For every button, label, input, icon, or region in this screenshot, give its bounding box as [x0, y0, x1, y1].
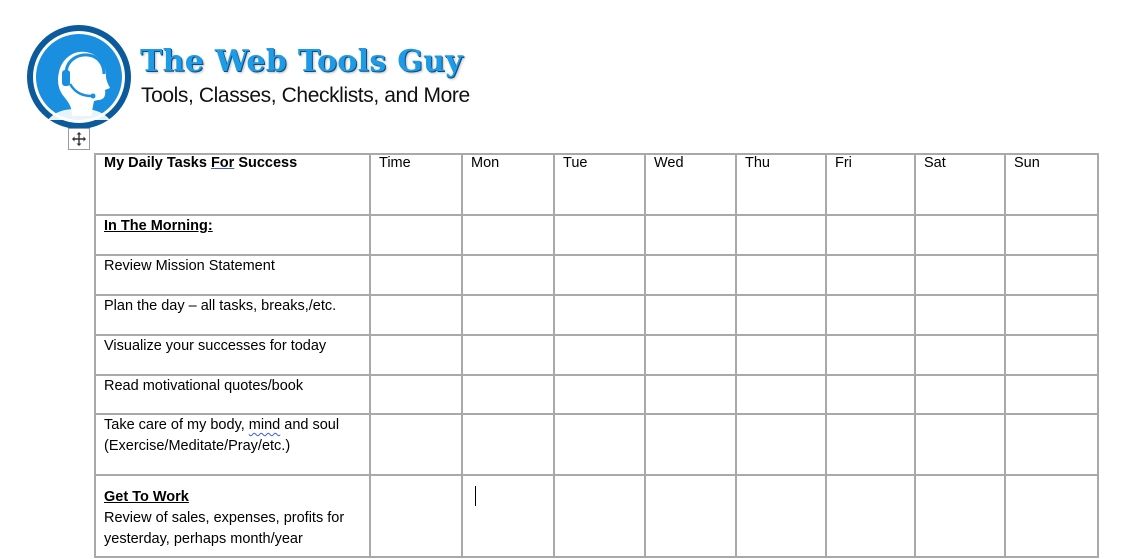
grid-cell[interactable] — [554, 414, 645, 475]
task-cell[interactable]: Visualize your successes for today — [95, 335, 370, 375]
table-row — [95, 335, 1098, 375]
grid-cell[interactable] — [736, 375, 826, 414]
table-row — [95, 414, 1098, 475]
task-cell[interactable]: Plan the day – all tasks, breaks,/etc. — [95, 295, 370, 335]
grid-cell[interactable] — [554, 335, 645, 375]
grid-cell[interactable] — [736, 215, 826, 255]
col-header-thu[interactable]: Thu — [736, 154, 826, 215]
grid-cell[interactable] — [1005, 475, 1098, 557]
grid-cell[interactable] — [370, 335, 462, 375]
section-heading: In The Morning: — [104, 218, 213, 234]
col-header-fri[interactable]: Fri — [826, 154, 915, 215]
task-text: Review of sales, expenses, profits for — [104, 510, 345, 526]
grid-cell[interactable] — [554, 255, 645, 295]
grid-cell[interactable] — [370, 215, 462, 255]
spellcheck-flagged-word: mind — [248, 417, 281, 433]
grid-cell[interactable] — [826, 255, 915, 295]
grid-cell[interactable] — [645, 215, 736, 255]
grid-cell[interactable] — [736, 414, 826, 475]
grid-cell[interactable] — [915, 255, 1005, 295]
move-arrows-icon — [71, 131, 87, 147]
logo — [26, 24, 132, 130]
grid-cell[interactable] — [1005, 255, 1098, 295]
col-header-mon[interactable]: Mon — [462, 154, 554, 215]
grid-cell[interactable] — [736, 335, 826, 375]
grid-cell[interactable] — [645, 335, 736, 375]
grid-cell[interactable] — [462, 255, 554, 295]
col-header-sat[interactable]: Sat — [915, 154, 1005, 215]
grid-cell[interactable] — [915, 375, 1005, 414]
grid-cell[interactable] — [554, 375, 645, 414]
grid-cell[interactable] — [915, 414, 1005, 475]
grid-cell[interactable] — [370, 475, 462, 557]
grid-cell[interactable] — [826, 295, 915, 335]
task-text-line2: yesterday, perhaps month/year — [104, 531, 303, 547]
grid-cell[interactable] — [645, 414, 736, 475]
grid-cell[interactable] — [554, 295, 645, 335]
grid-cell-active[interactable] — [462, 475, 554, 557]
grid-cell[interactable] — [462, 295, 554, 335]
table-title-prefix: My Daily Tasks — [104, 155, 211, 171]
grid-cell[interactable] — [736, 295, 826, 335]
grid-cell[interactable] — [370, 255, 462, 295]
grid-cell[interactable] — [1005, 414, 1098, 475]
grid-cell[interactable] — [1005, 375, 1098, 414]
brand-title: The Web Tools Guy — [140, 44, 464, 79]
grid-cell[interactable] — [462, 215, 554, 255]
table-title-suffix: Success — [234, 155, 298, 171]
task-cell[interactable] — [95, 414, 370, 475]
daily-tasks-table — [94, 153, 1099, 558]
grid-cell[interactable] — [826, 335, 915, 375]
table-title-cell[interactable] — [95, 154, 370, 215]
table-row — [95, 295, 1098, 335]
task-cell[interactable] — [95, 475, 370, 557]
task-cell[interactable] — [95, 215, 370, 255]
col-header-wed[interactable]: Wed — [645, 154, 736, 215]
section-heading: Get To Work — [104, 489, 189, 505]
grid-cell[interactable] — [462, 335, 554, 375]
table-move-handle[interactable] — [68, 128, 90, 150]
grid-cell[interactable] — [1005, 215, 1098, 255]
task-text: Take care of my body, — [104, 417, 249, 433]
header-row — [95, 154, 1098, 215]
grid-cell[interactable] — [736, 475, 826, 557]
col-header-tue[interactable]: Tue — [554, 154, 645, 215]
brand-tagline: Tools, Classes, Checklists, and More — [141, 84, 470, 107]
headset-person-icon — [26, 24, 132, 130]
task-cell[interactable]: Read motivational quotes/book — [95, 375, 370, 414]
table-row — [95, 255, 1098, 295]
col-header-time[interactable]: Time — [370, 154, 462, 215]
grid-cell[interactable] — [826, 375, 915, 414]
grid-cell[interactable] — [645, 295, 736, 335]
grid-cell[interactable] — [462, 414, 554, 475]
grid-cell[interactable] — [915, 295, 1005, 335]
grid-cell[interactable] — [915, 475, 1005, 557]
grid-cell[interactable] — [370, 375, 462, 414]
task-text-line2: (Exercise/Meditate/Pray/etc.) — [104, 438, 291, 454]
grid-cell[interactable] — [370, 295, 462, 335]
grid-cell[interactable] — [1005, 335, 1098, 375]
grid-cell[interactable] — [1005, 295, 1098, 335]
table-title-for: For — [210, 155, 235, 171]
grid-cell[interactable] — [826, 215, 915, 255]
grid-cell[interactable] — [554, 215, 645, 255]
grid-cell[interactable] — [915, 215, 1005, 255]
grid-cell[interactable] — [645, 375, 736, 414]
grid-cell[interactable] — [462, 375, 554, 414]
grid-cell[interactable] — [645, 255, 736, 295]
table-row — [95, 215, 1098, 255]
grid-cell[interactable] — [645, 475, 736, 557]
grid-cell[interactable] — [826, 475, 915, 557]
text-cursor — [475, 486, 476, 506]
grid-cell[interactable] — [370, 414, 462, 475]
table-row — [95, 475, 1098, 557]
task-text: and soul — [280, 417, 340, 433]
table-row — [95, 375, 1098, 414]
col-header-sun[interactable]: Sun — [1005, 154, 1098, 215]
grid-cell[interactable] — [554, 475, 645, 557]
task-cell[interactable]: Review Mission Statement — [95, 255, 370, 295]
grid-cell[interactable] — [736, 255, 826, 295]
grid-cell[interactable] — [915, 335, 1005, 375]
grid-cell[interactable] — [826, 414, 915, 475]
